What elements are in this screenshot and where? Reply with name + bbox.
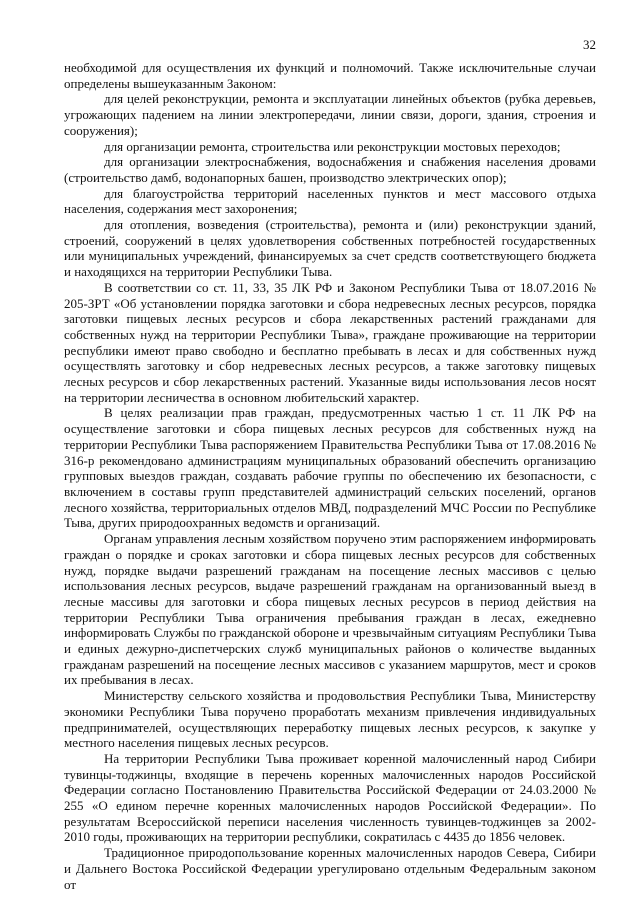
paragraph: В соответствии со ст. 11, 33, 35 ЛК РФ и Законом Республики Тыва от 18.07.2016 № 205-ЗРТ «Об установлении порядка заготовки и сбора недревесных лесных ресурсов, порядка заготовки пищевых лесных ресурсов и сбора лекарственных растений гражданами для собственных нужд на территории Республики Тыва», граждане проживающие на территории республики имеют право свободно и бесплатно пребывать в лесах и для собственных нужд осуществлять заготовку и сбор недревесных лесных ресурсов, а также заготовку пищевых лесных ресурсов и сбор лекарственных растений. Указанные виды использования лесов носят на территории лесничества в основном любительский характер. (64, 279, 596, 405)
paragraph: На территории Республики Тыва проживает коренной малочисленный народ Сибири тувинцы-тоджинцы, входящие в перечень коренных малочисленных народов Российской Федерации согласно Постановлению Правительства Российской Федерации от 24.03.2000 № 255 «О едином перечне коренных малочисленных народов Российской Федерации». По результатам Всероссийской переписи населения численность тувинцев-тоджинцев за 2002-2010 годы, проживающих на территории республики, сократилась с 4435 до 1856 человек. (64, 750, 596, 845)
page-body (64, 60, 596, 892)
paragraph: для целей реконструкции, ремонта и эксплуатации линейных объектов (рубка деревьев, угрожающих падением на линии электропередачи, линии связи, дороги, здания, строения и сооружения); (64, 91, 596, 138)
paragraph: Министерству сельского хозяйства и продовольствия Республики Тыва, Министерству экономики Республики Тыва поручено проработать механизм привлечения индивидуальных предпринимателей, осуществляющих переработку пищевых лесных ресурсов, к закупке у местного населения пищевых лесных ресурсов. (64, 688, 596, 751)
paragraph: для организации электроснабжения, водоснабжения и снабжения населения дровами (строительство дамб, водонапорных башен, производство электрических опор); (64, 154, 596, 185)
paragraph: Традиционное природопользование коренных малочисленных народов Севера, Сибири и Дальнего Востока Российской Федерации урегулировано отдельным Федеральным законом от (64, 845, 596, 892)
paragraph: для благоустройства территорий населенных пунктов и мест массового отдыха населения, содержания мест захоронения; (64, 185, 596, 217)
paragraph: для организации ремонта, строительства или реконструкции мостовых переходов; (104, 138, 561, 154)
paragraph: необходимой для осуществления их функций и полномочий. Также исключительные случаи определены вышеуказанным Законом: (64, 60, 596, 91)
page-number: 32 (583, 37, 596, 52)
paragraph: для отопления, возведения (строительства), ремонта и (или) реконструкции зданий, строений, сооружений в целях удовлетворения собственных потребностей государственных или муниципальных учреждений, финансируемых за счет средств соответствующего бюджета и находящихся на территории Республики Тыва. (64, 217, 596, 280)
paragraph: Органам управления лесным хозяйством поручено этим распоряжением информировать граждан о порядке и сроках заготовки и сбора пищевых лесных ресурсов для собственных нужд, порядке выдачи разрешений гражданам на посещение лесных массивов с целью использования лесных ресурсов, выдаче разрешений гражданам на организованный выезд в лесные массивы для заготовки и сбора пищевых лесных ресурсов в период действия на территории Республики Тыва ограничения пребывания граждан в лесах, ежедневно информировать Службы по гражданской обороне и чрезвычайным ситуациям Республики Тыва и единых дежурно-диспетчерских служб муниципальных районов о количестве выданных гражданам разрешений на посещение лесных массивов с указанием маршрутов, мест и сроков их пребывания в лесах. (64, 531, 596, 688)
paragraph: В целях реализации прав граждан, предусмотренных частью 1 ст. 11 ЛК РФ на осуществление заготовки и сбора пищевых лесных ресурсов для собственных нужд на территории Республики Тыва распоряжением Правительства Республики Тыва от 17.08.2016 № 316-р рекомендовано администрациям муниципальных образований обеспечить организацию групповых выездов граждан, создавать рабочие группы по обеспечению их безопасности, с включением в составы групп представителей администраций сельских поселений, органов лесного хозяйства, территориальных отделов МВД, подразделений МЧС России по Республике Тыва, других природоохранных ведомств и организаций. (64, 405, 596, 531)
